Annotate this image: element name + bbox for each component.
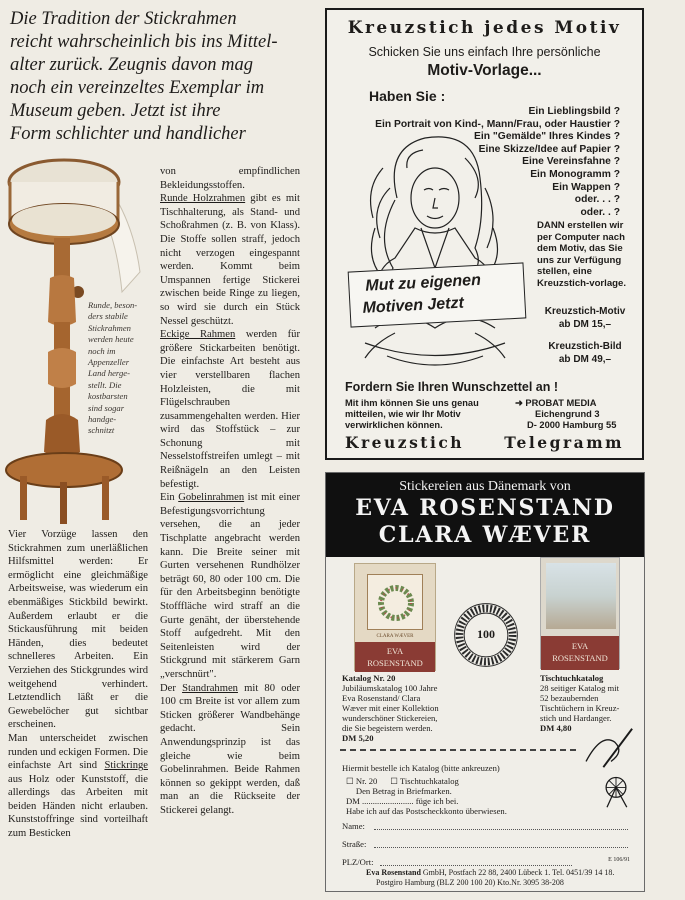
intro-line: reicht wahrscheinlich bis ins Mittel- xyxy=(10,32,278,52)
article-column-1 xyxy=(8,528,148,841)
article-text: werden für größere Stickarbeiten benötigt. Die einfachste Art besteht aus vier verstellbaren flachen Holzleisten, die mit Flügelschrauben zusammengehalten werden. Hier wird das Stoffstück – zur Schonung mit Nesselstoffstreifen umlegt – mit Reißnägeln an den Leisten befestigt. xyxy=(160,329,300,490)
order-options xyxy=(346,776,507,816)
rosenstand-banner xyxy=(326,473,644,557)
footer-bank: Postgiro Hamburg (BLZ 200 100 20) Kto.Nr. 3095 38-208 xyxy=(376,878,564,887)
catalog-line: Eva Rosenstand/ Clara xyxy=(342,693,421,703)
question-item: Eine Vereinsfahne ? xyxy=(522,156,620,168)
intro-line: Form schlichter und handlicher xyxy=(10,124,246,144)
caption-line: schnitzt xyxy=(88,425,115,436)
plz-field[interactable] xyxy=(342,857,572,867)
ad-subtitle: Schicken Sie uns einfach Ihre persönliche xyxy=(368,45,601,59)
article-paragraph: von empfindlichen Bekleidungsstoffen. xyxy=(160,166,300,191)
order-code: E 106/91 xyxy=(608,857,630,863)
tischtuch-checkbox[interactable]: ☐ xyxy=(390,776,398,786)
intro-line: Museum geben. Jetzt ist ihre xyxy=(10,101,221,121)
price-value: ab DM 49,– xyxy=(558,354,612,365)
question-item: Ein Wappen ? xyxy=(552,181,620,193)
caption-line: ders stabile xyxy=(88,311,128,322)
street-line: Eichengrund 3 xyxy=(535,409,600,419)
caption-line: Runde, beson- xyxy=(88,300,138,310)
catalog-cover-wreath xyxy=(367,574,423,630)
caption-line: werden heute xyxy=(88,334,134,345)
field-label: Name: xyxy=(342,821,365,831)
option-label: Nr. 20 xyxy=(355,776,378,786)
name-field[interactable] xyxy=(342,821,628,831)
tischtuch-catalog-image xyxy=(540,557,620,669)
catalog-price: DM 4,80 xyxy=(540,723,572,733)
bottom-left-text: Kreuzstich xyxy=(345,433,465,452)
kreuzstich-advertisement xyxy=(325,8,644,460)
ad-subtitle-bold: Motiv-Vorlage... xyxy=(427,62,542,79)
option-label: Habe ich auf das Postscheckkonto überwiesen. xyxy=(346,806,507,816)
article-text: Man unterscheidet zwischen runden und eckigen Formen. Die einfachste Art sind xyxy=(8,732,148,772)
brand-line: EVA xyxy=(571,641,589,651)
article-text: Ein xyxy=(160,492,175,504)
catalog-20-image xyxy=(354,563,436,671)
field-label: PLZ/Ort: xyxy=(342,857,374,867)
field-line xyxy=(374,829,628,830)
brand-line: EVA xyxy=(386,646,404,656)
catalog-line: 52 bezaubernden xyxy=(540,693,599,703)
holzrahmen-heading: Runde Holzrahmen xyxy=(160,193,246,205)
dann-text: DANN erstellen wir per Computer nach dem Motiv, das Sie uns zur Verfügung stellen, eine Kreuzstich-vorlage. xyxy=(537,220,627,289)
jubilee-number: 100 xyxy=(477,627,495,641)
intro-text xyxy=(10,8,310,146)
article-text: Der xyxy=(160,682,176,694)
question-item: Eine Skizze/Idee auf Papier ? xyxy=(478,143,620,155)
woman-sketch-illustration xyxy=(335,128,535,376)
caption-line: noch im xyxy=(88,345,116,356)
catalog-brand-bar xyxy=(541,636,619,670)
banner-brand-2: CLARA WÆVER xyxy=(378,522,592,548)
company-name: PROBAT MEDIA xyxy=(525,398,597,408)
illustration-caption xyxy=(88,300,160,437)
article-paragraph xyxy=(160,491,300,681)
field-label: Straße: xyxy=(342,839,367,849)
catalog-title: Tischtuchkatalog xyxy=(540,673,604,683)
footer-address xyxy=(366,868,614,877)
question-item: Ein Portrait von Kind-, Mann/Frau, oder Haustier ? xyxy=(375,118,620,130)
caption-line: sind sogar xyxy=(88,402,125,413)
article-paragraph: Vier Vorzüge lassen den Stickrahmen zum unerläßlichen Hilfsmittel werden: Er ermöglicht eine gleichmäßige Arbeitsweise, was wiederum ein ebenmäßiges Stickbild bewirkt. Außerdem erlaubt er die Stickausführung mit beiden Händen, dies bedeutet schnelleres Arbeiten. Ein Verziehen des Stickgrundes wird weitgehend verhindert. Letztendlich läßt er die Gewebelöcher gut sichtbar erscheinen. xyxy=(8,529,148,731)
standrahmen-heading: Standrahmen xyxy=(182,682,238,694)
brand-line: ROSENSTAND xyxy=(552,653,608,663)
nr20-checkbox[interactable]: ☐ xyxy=(346,776,354,786)
ad-bottom-line xyxy=(327,433,642,452)
question-item: oder. . . ? xyxy=(574,194,620,206)
article-paragraph xyxy=(160,192,300,328)
city-line: D- 2000 Hamburg 55 xyxy=(527,420,617,430)
banner-top-line: Stickereien aus Dänemark von xyxy=(399,479,571,494)
option-label: Den Betrag in Briefmarken. xyxy=(355,786,452,796)
caption-line: kostbarsten xyxy=(88,391,128,402)
question-item: Ein Lieblingsbild ? xyxy=(528,106,620,117)
catalog-line: die Sie begeistern werden. xyxy=(342,723,433,733)
option-label: DM xyxy=(346,796,360,806)
field-line xyxy=(380,865,572,866)
footer-company: Eva Rosenstand xyxy=(366,868,421,877)
ad-question-heading: Haben Sie : xyxy=(369,88,446,104)
article-text: gibt es mit Tischhalterung, als Stand- und Schoßrahmen (z. B. von Klass). Die Stoffe sollen straff, jedoch nicht verzogen eingespannt werden. Kommt beim Umspannen fertige Stickerei zwischen beide Ringe zu liegen, so wird sie durch ein Stück Nessel geschützt. xyxy=(160,193,300,327)
intro-line: noch ein vereinzeltes Exemplar im xyxy=(10,78,265,98)
ad-small-text: Mit ihm können Sie uns genau mitteilen, wie wir Ihr Motiv verwirklichen können. xyxy=(345,398,479,430)
catalog-line: 28 seitiger Katalog mit xyxy=(540,683,619,693)
article-text: ist mit einer Befestigungsvorrichtung versehen, die an jeder Tischplatte angebracht werden kann. Die Breite seiner mit Gurten versehenen Rundhölzer beträgt 60, 80 oder 100 cm. Die für den Arbeitsbeginn benötigte Stofffläche wird straff an die Gurte genäht, der überstehende Stoff aufgedreht. Mit den Seitenleisten wird der Stickgrund mit stärkerem Garn „verschnürt". xyxy=(160,492,300,680)
strasse-field[interactable] xyxy=(342,839,628,849)
caption-line: Stickrahmen xyxy=(88,322,131,333)
caption-line: stellt. Die xyxy=(88,379,122,390)
catalog-line: wunderschöner Stickereien, xyxy=(342,713,438,723)
option-label: Tischtuchkatalog xyxy=(399,776,459,786)
caption-line: Appenzeller xyxy=(88,357,130,368)
intro-line: alter zurück. Zeugnis davon mag xyxy=(10,55,254,75)
price-value: ab DM 15,– xyxy=(558,319,612,330)
order-row xyxy=(346,806,507,816)
mut-zu-eigenen-motiven-box xyxy=(348,262,527,327)
motiv-price xyxy=(535,305,635,331)
eckige-rahmen-heading: Eckige Rahmen xyxy=(160,329,236,341)
article-paragraph xyxy=(8,732,148,841)
catalog-brand-small: CLARA WÆVER xyxy=(376,634,414,639)
spinning-wheel-icon xyxy=(598,773,634,809)
footer-text: GmbH, Postfach 22 88, 2400 Lübeck 1. Tel. 0451/39 14 18. xyxy=(422,868,615,877)
article-paragraph xyxy=(160,682,300,818)
article-paragraph xyxy=(160,328,300,491)
catalog-line: Jubiläumskatalog 100 Jahre xyxy=(342,683,438,693)
needle-thread-icon xyxy=(582,723,640,771)
catalog-line: Tischtüchern in Kreuz- xyxy=(540,703,620,713)
probat-address xyxy=(515,398,635,431)
order-row: DM ........................ füge ich bei. xyxy=(346,796,459,806)
slogan-line-2: Motiven Jetzt xyxy=(362,294,465,317)
catalog-line: Wæver mit einer Kollektion xyxy=(342,703,439,713)
order-row xyxy=(346,786,507,796)
option-label: füge ich bei. xyxy=(415,796,459,806)
banner-brand-1: EVA ROSENSTAND xyxy=(355,495,615,521)
price-label: Kreuzstich-Motiv xyxy=(544,306,626,317)
article-text: mit 80 oder 100 cm Breite ist vor allem zum Sticken größerer Wandbehänge gedacht. Sein Anwendungsprinzip ist das gleiche wie beim Gobelinrahmen. Beide Rahmen können so gekippt werden, daß man an die Rückseite der Stickerei gelangt. xyxy=(160,682,301,816)
brand-line: ROSENSTAND xyxy=(367,658,423,668)
gobelinrahmen-heading: Gobelinrahmen xyxy=(178,492,245,504)
question-item: Ein Monogramm ? xyxy=(530,168,620,180)
bottom-right-text: Telegramm xyxy=(504,433,624,452)
catalog-title: Katalog Nr. 20 xyxy=(342,673,396,683)
catalog-photo xyxy=(546,563,616,629)
question-item: oder. . ? xyxy=(580,206,620,218)
article-column-2 xyxy=(160,165,300,818)
order-heading: Hiermit bestelle ich Katalog (bitte ankreuzen) xyxy=(342,763,500,773)
catalog-20-description xyxy=(342,673,482,743)
catalog-brand-bar xyxy=(355,642,435,672)
order-row xyxy=(346,776,507,786)
company-line xyxy=(515,398,635,409)
intro-line: Die Tradition der Stickrahmen xyxy=(10,9,237,29)
stickringe-heading: Stickringe xyxy=(104,760,148,772)
arrow-icon: ➜ xyxy=(515,398,526,408)
catalog-line: stich und Hardanger. xyxy=(540,713,612,723)
stitch-divider xyxy=(340,749,576,751)
catalog-price: DM 5,20 xyxy=(342,733,374,743)
caption-line: handge- xyxy=(88,414,117,425)
article-text: aus Holz oder Kunststoff, die allerdings das Arbeiten mit beiden Händen nicht erlauben. Kunststoffringe sind vorteilhaft zum Besticken xyxy=(8,773,148,840)
price-label: Kreuzstich-Bild xyxy=(548,341,622,352)
caption-line: Land herge- xyxy=(88,368,130,379)
fordern-headline: Fordern Sie Ihren Wunschzettel an ! xyxy=(345,380,558,394)
bild-price xyxy=(535,340,635,366)
ad-title: Kreuzstich jedes Motiv xyxy=(347,18,622,38)
rosenstand-advertisement xyxy=(325,472,645,892)
slogan-line-1: Mut zu eigenen xyxy=(364,271,482,295)
question-item: Ein "Gemälde" Ihres Kindes ? xyxy=(474,131,620,143)
field-line xyxy=(374,847,628,848)
wreath-icon xyxy=(368,575,424,631)
